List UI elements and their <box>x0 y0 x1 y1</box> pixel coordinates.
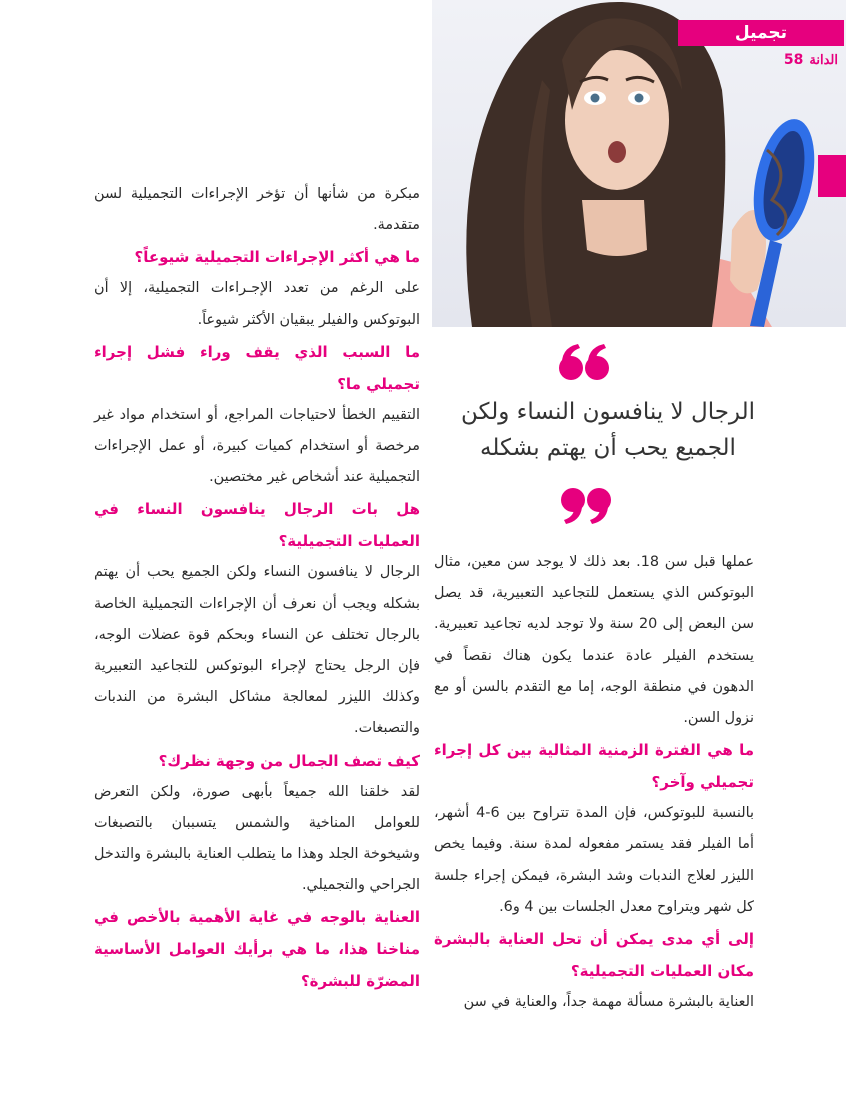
question-heading: ما هي أكثر الإجراءات التجميلية شيوعاً؟ <box>134 248 420 267</box>
magazine-logo: الدانة <box>809 52 838 68</box>
pull-quote-line-1: الرجال لا ينافسون النساء ولكن <box>460 399 756 425</box>
close-quote-icon <box>556 342 614 384</box>
paragraph: عملها قبل سن 18. بعد ذلك لا يوجد سن معين، مثال البوتوكس الذي يستعمل للتجاعيد التعبيرية، قد يصل سن البعض إلى 20 سنة ولا توجد لديه تجاعيد تعبيرية. يستخدم الفيلر عادة عندما يكون هناك نقصاً في الدهون في منطقة الوجه، إما مع التقدم بالسن أو مع نزول السن. <box>434 554 755 727</box>
question-heading: ما هي الفترة الزمنية المثالية بين كل إجراء تجميلي وآخر؟ <box>434 741 754 792</box>
paragraph: لقد خلقنا الله جميعاً بأبهى صورة، ولكن التعرض للعوامل المناخية والشمس يتسببان بالتصبغات وشيخوخة الجلد وهذا ما يتطلب العناية بالبشرة والتدخل الجراحي والتجميلي. <box>94 783 420 894</box>
question-heading: العناية بالوجه في غاية الأهمية بالأخص في مناخنا هذا، ما هي برأيك العوامل الأساسية المضرّة للبشرة؟ <box>94 908 420 991</box>
paragraph: بالنسبة للبوتوكس، فإن المدة تتراوح بين 6-4 أشهر، أما الفيلر فقد يستمر مفعوله لمدة سنة. وفيما يخص الليزر لعلاج الندبات وشد البشرة، فيمكن إجراء جلسة كل شهر ويتراوح معدل الجلسات بين 4 و6. <box>434 805 754 915</box>
paragraph: الرجال لا ينافسون النساء ولكن الجميع يحب أن يهتم بشكله ويجب أن نعرف أن الإجراءات التجميلية الخاصة بالرجال تختلف عن النساء وبحكم قوة عضلات الوجه، فإن الرجل يحتاج لإجراء البوتوكس للتجاعيد التعبيرية وكذلك الليزر لمعالجة مشاكل البشرة من الندبات والتصبغات. <box>94 564 420 737</box>
side-color-tab <box>818 155 846 197</box>
page-number: 58 <box>783 52 804 68</box>
paragraph: التقييم الخطأ لاحتياجات المراجع، أو استخدام مواد غير مرخصة أو استخدام كميات كبيرة، أو عمل الإجراءات التجميلية عند أشخاص غير مختصين. <box>94 406 420 486</box>
question-heading: ما السبب الذي يقف وراء فشل إجراء تجميلي ما؟ <box>94 342 420 393</box>
paragraph: مبكرة من شأنها أن تؤخر الإجراءات التجميلية لسن متقدمة. <box>94 186 420 234</box>
article-column-right <box>434 547 754 1018</box>
paragraph: العناية بالبشرة مسألة مهمة جداً، والعناية في سن <box>463 994 754 1011</box>
question-heading: كيف تصف الجمال من وجهة نظرك؟ <box>158 751 420 770</box>
pull-quote-text <box>438 394 778 466</box>
article-column-left <box>94 179 420 997</box>
open-quote-icon <box>556 484 614 526</box>
question-heading: هل بات الرجال ينافسون النساء في العمليات التجميلية؟ <box>94 500 420 551</box>
section-label: تجميل <box>678 20 844 46</box>
question-heading: إلى أي مدى يمكن أن تحل العناية بالبشرة مكان العمليات التجميلية؟ <box>434 930 754 981</box>
pull-quote-line-2: الجميع يحب أن يهتم بشكله <box>480 435 736 461</box>
hero-photo <box>432 0 846 327</box>
paragraph: على الرغم من تعدد الإجـراءات التجميلية، إلا أن البوتوكس والفيلر يبقيان الأكثر شيوعاً. <box>94 280 420 328</box>
magazine-brand <box>784 50 838 70</box>
pull-quote <box>438 340 778 530</box>
